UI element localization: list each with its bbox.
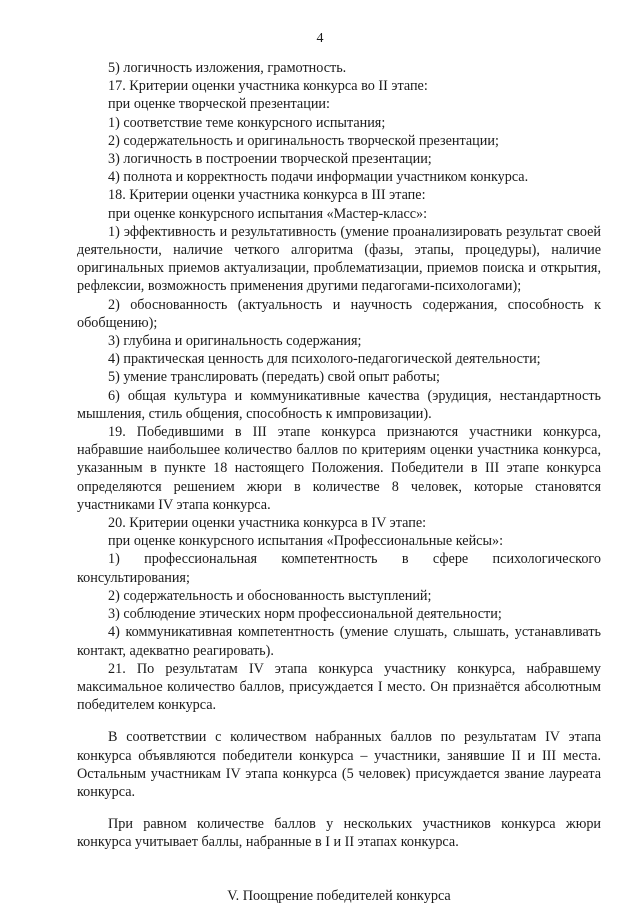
paragraph: при оценке конкурсного испытания «Профессиональные кейсы»: [108, 533, 504, 550]
paragraph: 6) общая культура и коммуникативные качества (эрудиция, нестандартность мышления, стиль общения, способность к импровизации). [77, 387, 601, 422]
paragraph: 1) соответствие теме конкурсного испытания; [108, 114, 386, 131]
paragraph: 3) глубина и оригинальность содержания; [108, 333, 362, 350]
paragraph: 3) соблюдение этических норм профессиональной деятельности; [108, 606, 502, 623]
paragraph: В соответствии с количеством набранных баллов по результатам IV этапа конкурса объявляются победители конкурса – участники, занявшие II и III места. Остальным участникам IV этапа конкурса (5 человек) присуждается звание лауреата конкурса. [77, 729, 601, 800]
paragraph: при оценке конкурсного испытания «Мастер-класс»: [108, 205, 428, 222]
paragraph: 2) содержательность и обоснованность выступлений; [108, 587, 432, 604]
paragraph: 2) обоснованность (актуальность и научность содержания, способность к обобщению); [77, 296, 601, 331]
paragraph: 1) профессиональная компетентность в сфере психологического консультирования; [77, 551, 601, 586]
paragraph: При равном количестве баллов у нескольких участников конкурса жюри конкурса учитывает баллы, набранные в I и II этапах конкурса. [77, 816, 601, 851]
paragraph: 5) логичность изложения, грамотность. [108, 60, 347, 76]
paragraph: 4) полнота и корректность подачи информации участником конкурса. [108, 169, 529, 186]
paragraph: 4) практическая ценность для психолого-педагогической деятельности; [108, 351, 541, 368]
paragraph: 1) эффективность и результативность (умение проанализировать результат своей деятельности, наличие четкого алгоритма (фазы, этапы, процедуры), наличие оригинальных приемов актуализации, проблематизации, приемов поиска и открытия, рефлексии, возможность применения другими педагогами-психологами); [77, 223, 601, 295]
paragraph: 18. Критерии оценки участника конкурса в III этапе: [108, 187, 426, 204]
paragraph: 17. Критерии оценки участника конкурса во II этапе: [108, 78, 428, 95]
paragraph: 3) логичность в построении творческой презентации; [108, 151, 432, 168]
document-body [77, 59, 601, 905]
page-number: 4 [316, 31, 324, 46]
paragraph: 5) умение транслировать (передать) свой опыт работы; [108, 369, 440, 386]
section-heading: V. Поощрение победителей конкурса [227, 887, 451, 904]
paragraph: 21. По результатам IV этапа конкурса участнику конкурса, набравшему максимальное количество баллов, присуждается I место. Он признаётся абсолютным победителем конкурса. [77, 660, 601, 714]
paragraph: 20. Критерии оценки участника конкурса в IV этапе: [108, 515, 427, 532]
paragraph: 19. Победившими в III этапе конкурса признаются участники конкурса, набравшие наибольшее количество баллов по критериям оценки участника конкурса, указанным в пункте 18 настоящего Положения. Победители в III этапе конкурса определяются решением жюри в количестве 8 человек, которые становятся участниками IV этапа конкурса. [77, 424, 601, 513]
paragraph: при оценке творческой презентации: [108, 96, 330, 113]
paragraph: 2) содержательность и оригинальность творческой презентации; [108, 132, 499, 149]
paragraph: 4) коммуникативная компетентность (умение слушать, слышать, устанавливать контакт, адекватно реагировать). [77, 624, 601, 659]
